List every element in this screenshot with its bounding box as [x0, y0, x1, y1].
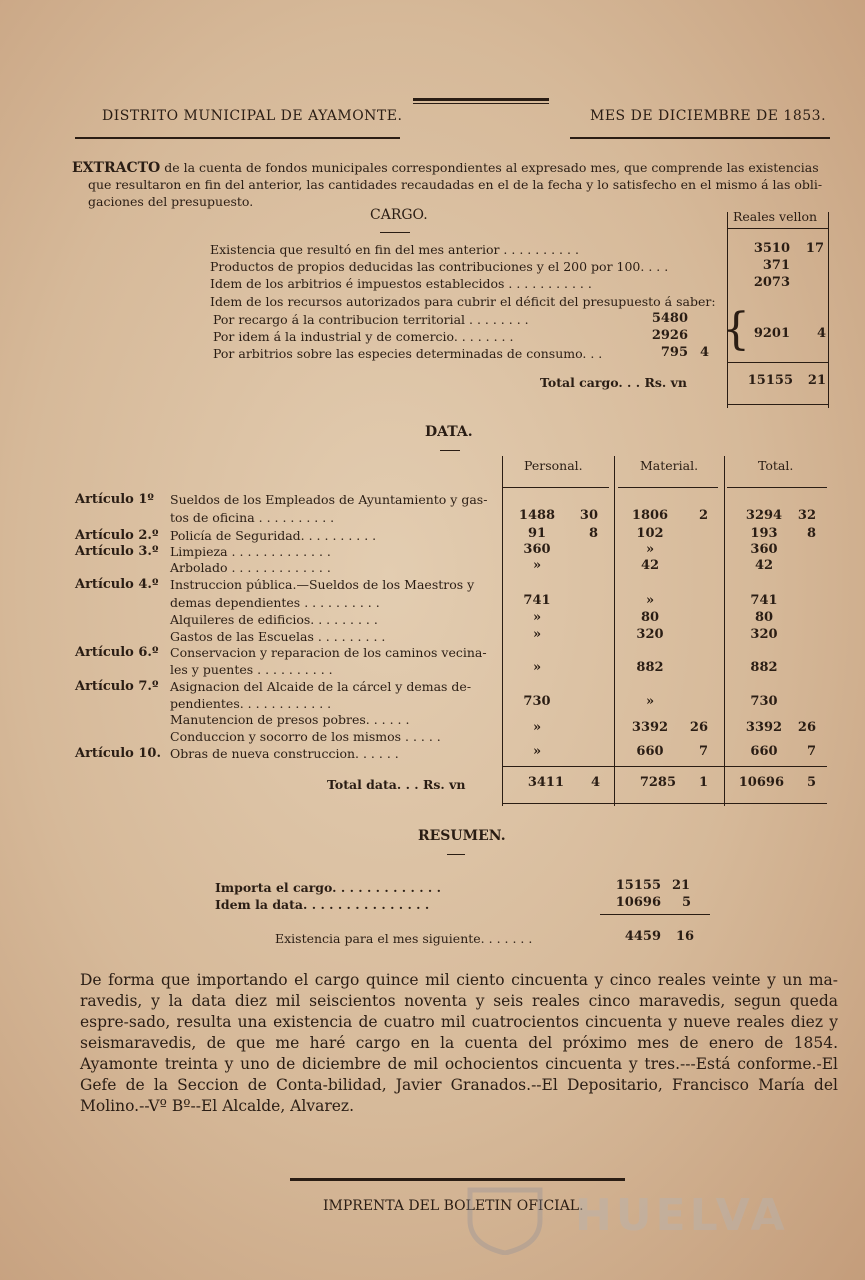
- article-label: Artículo 10.: [75, 746, 161, 761]
- cargo-end-rule: [728, 404, 828, 405]
- total-value: 42: [754, 558, 774, 573]
- material-value: 42: [640, 558, 660, 573]
- resumen-rule: [600, 914, 710, 915]
- cargo-sub-amount: 2926: [651, 328, 688, 343]
- material-value: »: [645, 694, 655, 709]
- personal-value: 360: [523, 542, 551, 557]
- concept-line: Manutencion de presos pobres. . . . . .: [170, 712, 410, 727]
- cargo-total-mrs: 21: [807, 373, 826, 388]
- resumen-row: Idem la data. . . . . . . . . . . . . . .: [215, 897, 430, 912]
- month-title: MES DE DICIEMBRE DE 1853.: [590, 108, 827, 124]
- personal-mrs: 8: [588, 526, 598, 541]
- intro-line-1: [72, 160, 819, 176]
- cargo-sub-row: Por recargo á la contribucion territorial . . . . . . . .: [213, 312, 529, 327]
- brace-icon: {: [722, 304, 750, 355]
- concept-line: Policía de Seguridad. . . . . . . . . .: [170, 528, 377, 543]
- article-label: Artículo 3.º: [75, 544, 159, 559]
- data-end-rule: [503, 803, 827, 804]
- data-total-material: 7285: [639, 775, 676, 790]
- cargo-sub-amount: 5480: [651, 311, 688, 326]
- cargo-row-label: Productos de propios deducidas las contribuciones y el 200 por 100. . . .: [210, 259, 669, 274]
- cargo-total: 15155: [747, 373, 793, 388]
- cargo-col-rule: [728, 228, 828, 229]
- concept-line: Arbolado . . . . . . . . . . . . .: [170, 560, 331, 575]
- total-value: 660: [750, 744, 778, 759]
- concept-line: Conservacion y reparacion de los caminos vecina-: [170, 645, 487, 660]
- resumen-mrs: 21: [672, 878, 691, 893]
- personal-value: 91: [527, 526, 547, 541]
- material-mrs: 7: [698, 744, 708, 759]
- material-value: 882: [636, 660, 664, 675]
- material-mrs: 2: [698, 508, 708, 523]
- concept-line: Alquileres de edificios. . . . . . . . .: [170, 612, 378, 627]
- concept-line: tos de oficina . . . . . . . . . .: [170, 510, 335, 525]
- header-rule-right: [570, 137, 830, 139]
- resumen-mrs: 5: [682, 895, 692, 910]
- existencia-label: Existencia para el mes siguiente. . . . . . .: [275, 931, 533, 946]
- cargo-title-dash: [380, 232, 410, 233]
- col-divider: [724, 456, 725, 806]
- col-header-rule: [503, 487, 609, 488]
- resumen-row: Importa el cargo. . . . . . . . . . . . .: [215, 880, 441, 895]
- resumen-title-dash: [447, 854, 465, 855]
- col-header-rule: [727, 487, 827, 488]
- watermark-shield-icon: [460, 1185, 550, 1255]
- article-label: Artículo 2.º: [75, 528, 159, 543]
- concept-line: les y puentes . . . . . . . . . .: [170, 662, 333, 677]
- header-ornament: [413, 98, 549, 101]
- footer-imprint: IMPRENTA DEL BOLETIN OFICIAL.: [323, 1198, 584, 1214]
- personal-value: »: [532, 720, 542, 735]
- total-value: 730: [750, 694, 778, 709]
- col-divider: [614, 456, 615, 806]
- cargo-sub-amount: 795: [660, 345, 688, 360]
- data-title: DATA.: [425, 424, 473, 440]
- total-value: 80: [754, 610, 774, 625]
- resumen-title: RESUMEN.: [418, 828, 506, 844]
- cargo-row-amount: 3510: [753, 241, 790, 256]
- cargo-col-header: Reales vellon: [733, 209, 818, 224]
- material-value: »: [645, 593, 655, 608]
- personal-value: »: [532, 610, 542, 625]
- cargo-row-label: Existencia que resultó en fin del mes anterior . . . . . . . . . .: [210, 242, 579, 257]
- personal-value: 1488: [518, 508, 556, 523]
- material-value: 660: [636, 744, 664, 759]
- cargo-row-label: Idem de los recursos autorizados para cubrir el déficit del presupuesto á saber:: [210, 294, 716, 309]
- header-ornament-thin: [413, 103, 549, 104]
- cargo-col-line-right: [828, 212, 829, 408]
- resumen-amount: 10696: [615, 895, 661, 910]
- personal-value: 741: [523, 593, 551, 608]
- cargo-title: CARGO.: [370, 207, 428, 223]
- article-label: Artículo 1º: [75, 492, 154, 507]
- article-label: Artículo 7.º: [75, 679, 159, 694]
- cargo-row-label: Idem de los arbitrios é impuestos establecidos . . . . . . . . . . .: [210, 276, 592, 291]
- district-title: DISTRITO MUNICIPAL DE AYAMONTE.: [102, 108, 403, 124]
- header-rule-left: [75, 137, 400, 139]
- concept-line: Conduccion y socorro de los mismos . . . . .: [170, 729, 441, 744]
- watermark-text: HUELVA: [575, 1190, 789, 1241]
- footer-rule: [290, 1178, 625, 1181]
- concept-line: Asignacion del Alcaide de la cárcel y demas de-: [170, 679, 472, 694]
- data-total-label: Total data. . . Rs. vn: [327, 777, 466, 792]
- concept-line: Obras de nueva construccion. . . . . .: [170, 746, 399, 761]
- material-value: »: [645, 542, 655, 557]
- cargo-row-mrs: 17: [805, 241, 824, 256]
- total-value: 320: [750, 627, 778, 642]
- cargo-sub-row: Por arbitrios sobre las especies determinadas de consumo. . .: [213, 346, 603, 361]
- cargo-sub-row: Por idem á la industrial y de comercio. . . . . . . .: [213, 329, 514, 344]
- personal-value: »: [532, 744, 542, 759]
- cargo-total-label: Total cargo. . . Rs. vn: [540, 375, 687, 390]
- concept-line: pendientes. . . . . . . . . . . .: [170, 696, 332, 711]
- concept-line: demas dependientes . . . . . . . . . .: [170, 595, 380, 610]
- personal-value: »: [532, 558, 542, 573]
- concept-line: Gastos de las Escuelas . . . . . . . . .: [170, 629, 386, 644]
- intro-line-1-text: de la cuenta de fondos municipales correspondientes al expresado mes, que comprende las existencias: [164, 160, 819, 175]
- total-mrs: 26: [797, 720, 816, 735]
- cargo-subtotal-mrs: 4: [816, 326, 826, 341]
- cargo-sub-mrs: 4: [700, 345, 710, 360]
- total-mrs: 7: [806, 744, 816, 759]
- cargo-row-amount: 2073: [753, 275, 790, 290]
- total-value: 193: [750, 526, 778, 541]
- total-value: 3392: [745, 720, 783, 735]
- data-title-dash: [440, 450, 460, 451]
- total-mrs: 32: [797, 508, 816, 523]
- existencia-amount: 4459: [624, 929, 661, 944]
- material-value: 102: [636, 526, 664, 541]
- material-value: 1806: [631, 508, 669, 523]
- material-value: 80: [640, 610, 660, 625]
- concept-line: Instruccion pública.—Sueldos de los Maestros y: [170, 577, 475, 592]
- resumen-amount: 15155: [615, 878, 661, 893]
- cargo-row-amount: 371: [762, 258, 790, 273]
- intro-line-2: que resultaron en fin del anterior, las cantidades recaudadas en el de la fecha y lo satisfecho en el mismo á las obli-: [88, 177, 823, 192]
- article-label: Artículo 6.º: [75, 645, 159, 660]
- existencia-mrs: 16: [676, 929, 695, 944]
- closing-paragraph: De forma que importando el cargo quince mil ciento cincuenta y cinco reales veinte y un ma-ravedis, y la data diez mil seiscientos noventa y seis reales cinco maravedis, segun queda espre-sado, resulta una existencia de cuatro mil cuatrocientos cincuenta y nueve reales diez y seismaravedis, de que me haré cargo en la cuenta del próximo mes de enero de 1854. Ayamonte treinta y uno de diciembre de mil ochocientos cincuenta y tres.---Está conforme.-El Gefe de la Seccion de Conta-bilidad, Javier Granados.--El Depositario, Francisco María del Molino.--Vº Bº--El Alcalde, Alvarez.: [80, 971, 838, 1115]
- personal-value: 730: [523, 694, 551, 709]
- total-value: 3294: [745, 508, 783, 523]
- data-total-personal-mrs: 4: [590, 775, 600, 790]
- personal-value: »: [532, 660, 542, 675]
- concept-line: Limpieza . . . . . . . . . . . . .: [170, 544, 331, 559]
- material-mrs: 26: [689, 720, 708, 735]
- personal-value: »: [532, 627, 542, 642]
- data-total-rule: [503, 766, 827, 767]
- personal-mrs: 30: [579, 508, 598, 523]
- col-header-rule: [618, 487, 718, 488]
- intro-line-3: gaciones del presupuesto.: [88, 194, 254, 209]
- total-value: 360: [750, 542, 778, 557]
- col-divider: [502, 456, 503, 806]
- data-total-total-mrs: 5: [806, 775, 816, 790]
- total-mrs: 8: [806, 526, 816, 541]
- col-material-header: Material.: [640, 458, 699, 473]
- data-total-material-mrs: 1: [698, 775, 708, 790]
- total-value: 882: [750, 660, 778, 675]
- total-value: 741: [750, 593, 778, 608]
- cargo-total-rule: [728, 362, 828, 363]
- intro-lead: EXTRACTO: [72, 160, 161, 176]
- data-total-personal: 3411: [527, 775, 564, 790]
- material-value: 3392: [631, 720, 669, 735]
- article-label: Artículo 4.º: [75, 577, 159, 592]
- col-total-header: Total.: [758, 458, 794, 473]
- cargo-subtotal: 9201: [753, 326, 790, 341]
- data-total-total: 10696: [738, 775, 784, 790]
- material-value: 320: [636, 627, 664, 642]
- concept-line: Sueldos de los Empleados de Ayuntamiento y gas-: [170, 492, 488, 507]
- col-personal-header: Personal.: [524, 458, 583, 473]
